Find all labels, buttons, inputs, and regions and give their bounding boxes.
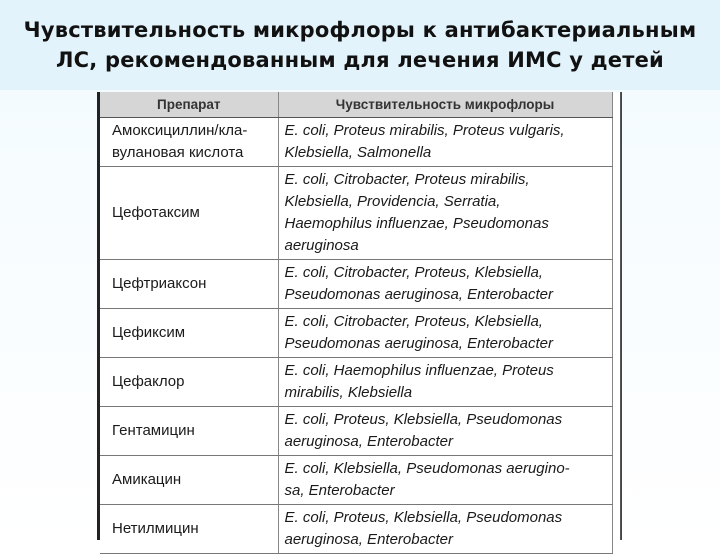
slide-header <box>0 0 720 90</box>
header-sensitivity: Чувствительность микрофлоры <box>278 92 612 118</box>
microflora-cell <box>278 118 612 167</box>
microflora-line: mirabilis, Klebsiella <box>284 384 413 401</box>
microflora-line: Klebsiella, Providencia, Serratia, <box>284 193 501 210</box>
table-row <box>100 358 612 407</box>
microflora-line: Klebsiella, Salmonella <box>284 144 432 161</box>
microflora-line: E. coli, Haemophilus influenzae, Proteus <box>284 362 554 379</box>
drug-cell: Гентамицин <box>100 407 278 456</box>
drug-name-line: Амоксициллин/кла- <box>112 122 248 139</box>
microflora-line: Pseudomonas aeruginosa, Enterobacter <box>284 286 554 303</box>
drug-name-line: вулановая кислота <box>112 144 244 161</box>
microflora-line: E. coli, Citrobacter, Proteus, Klebsiella, <box>284 264 543 281</box>
drug-cell: Цефиксим <box>100 309 278 358</box>
drug-cell <box>100 118 278 167</box>
table-row <box>100 260 612 309</box>
drug-cell: Цефотаксим <box>100 167 278 260</box>
microflora-cell <box>278 407 612 456</box>
drug-cell: Амикацин <box>100 456 278 505</box>
microflora-cell <box>278 358 612 407</box>
microflora-cell <box>278 505 612 554</box>
table-right-rule <box>621 92 622 540</box>
microflora-line: sa, Enterobacter <box>284 482 395 499</box>
microflora-line: Haemophilus influenzae, Pseudomonas <box>284 215 549 232</box>
table-row <box>100 456 612 505</box>
microflora-line: aeruginosa <box>284 237 359 254</box>
microflora-line: E. coli, Citrobacter, Proteus mirabilis, <box>284 171 530 188</box>
microflora-line: E. coli, Citrobacter, Proteus, Klebsiella, <box>284 313 543 330</box>
microflora-cell <box>278 456 612 505</box>
microflora-line: E. coli, Proteus, Klebsiella, Pseudomonas <box>284 509 563 526</box>
table-row <box>100 309 612 358</box>
slide-title-line-2: ЛС, рекомендованным для лечения ИМС у детей <box>56 48 664 72</box>
drug-cell: Цефаклор <box>100 358 278 407</box>
table-row <box>100 407 612 456</box>
microflora-line: E. coli, Proteus, Klebsiella, Pseudomonas <box>284 411 563 428</box>
microflora-line: E. coli, Klebsiella, Pseudomonas aerugino- <box>284 460 570 477</box>
drug-cell: Цефтриаксон <box>100 260 278 309</box>
header-drug: Препарат <box>100 92 278 118</box>
microflora-cell <box>278 167 612 260</box>
table-row <box>100 505 612 554</box>
microflora-line: aeruginosa, Enterobacter <box>284 433 453 450</box>
table-header-row <box>100 92 612 118</box>
table-row <box>100 167 612 260</box>
drug-cell: Нетилмицин <box>100 505 278 554</box>
antibiotic-sensitivity-table <box>100 92 613 554</box>
microflora-line: Pseudomonas aeruginosa, Enterobacter <box>284 335 554 352</box>
microflora-line: aeruginosa, Enterobacter <box>284 531 453 548</box>
microflora-cell <box>278 309 612 358</box>
microflora-cell <box>278 260 612 309</box>
microflora-line: E. coli, Proteus mirabilis, Proteus vulgaris, <box>284 122 565 139</box>
table-row <box>100 118 612 167</box>
slide-title-line-1: Чувствительность микрофлоры к антибактериальным <box>23 18 697 42</box>
